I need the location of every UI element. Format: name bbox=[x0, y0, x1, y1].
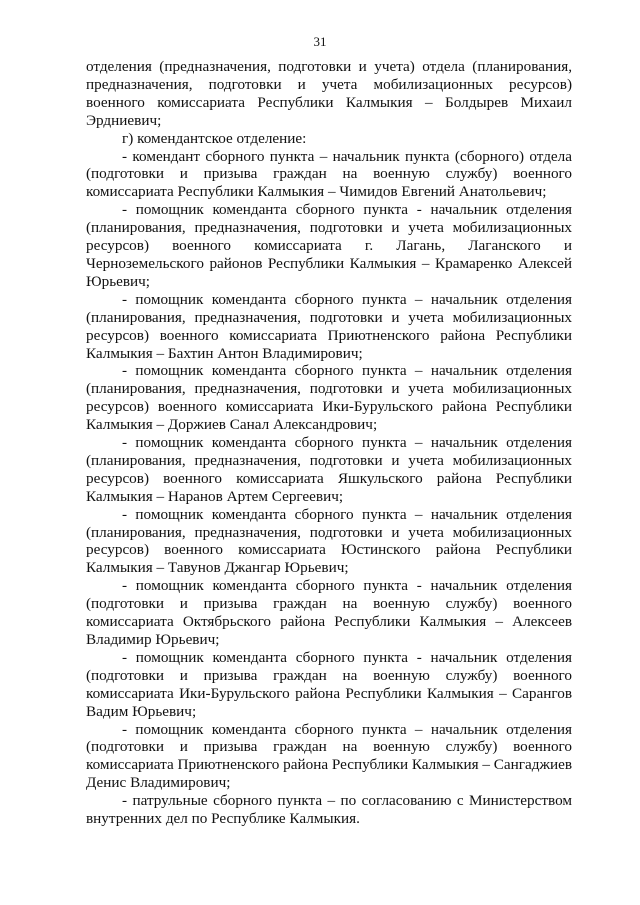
list-item: - патрульные сборного пункта – по согласованию с Министерством внутренних дел по Республике Калмыкия. bbox=[86, 792, 572, 828]
list-item: - помощник коменданта сборного пункта – начальник отделения (планирования, предназначения, подготовки и учета мобилизационных ресурсов) военного комиссариата Яшкульского района Республики Калмыкия – Наранов Артем Сергеевич; bbox=[86, 434, 572, 505]
list-item: - помощник коменданта сборного пункта - начальник отделения (подготовки и призыва граждан на военную службу) военного комиссариата Октябрьского района Республики Калмыкия – Алексеев Владимир Юрьевич; bbox=[86, 577, 572, 648]
list-item: - комендант сборного пункта – начальник пункта (сборного) отдела (подготовки и призыва граждан на военную службу) военного комиссариата Республики Калмыкия – Чимидов Евгений Анатольевич; bbox=[86, 147, 572, 201]
list-item: - помощник коменданта сборного пункта – начальник отделения (планирования, предназначения, подготовки и учета мобилизационных ресурсов) военного комиссариата Юстинского района Республики Калмыкия – Тавунов Джангар Юрьевич; bbox=[86, 505, 572, 577]
list-item: - помощник коменданта сборного пункта - начальник отделения (подготовки и призыва граждан на военную службу) военного комиссариата Ики-Бурульского района Республики Калмыкия – Сарангов Вадим Юрьевич; bbox=[86, 648, 572, 720]
list-item: - помощник коменданта сборного пункта – начальник отделения (подготовки и призыва граждан на военную службу) военного комиссариата Приютненского района Республики Калмыкия – Сангаджиев Денис Владимирович; bbox=[86, 720, 572, 792]
list-item: - помощник коменданта сборного пункта - начальник отделения (планирования, предназначения, подготовки и учета мобилизационных ресурсов) военного комиссариата г. Лагань, Лаганского и Черноземельского районов Республики Калмыкия – Крамаренко Алексей Юрьевич; bbox=[86, 201, 572, 290]
list-item: - помощник коменданта сборного пункта – начальник отделения (планирования, предназначения, подготовки и учета мобилизационных ресурсов) военного комиссариата Приютненского района Республики Калмыкия – Бахтин Антон Владимирович; bbox=[86, 290, 572, 362]
section-heading: г) комендантское отделение: bbox=[122, 129, 307, 147]
paragraph: отделения (предназначения, подготовки и учета) отдела (планирования, предназначения, подготовки и учета мобилизационных ресурсов) военного комиссариата Республики Калмыкия – Болдырев Михаил Эрдниевич; bbox=[86, 58, 572, 129]
list-item: - помощник коменданта сборного пункта – начальник отделения (планирования, предназначения, подготовки и учета мобилизационных ресурсов) военного комиссариата Ики-Бурульского района Республики Калмыкия – Доржиев Санал Александрович; bbox=[86, 362, 572, 434]
page-number: 31 bbox=[313, 34, 327, 49]
document-body bbox=[86, 58, 572, 828]
